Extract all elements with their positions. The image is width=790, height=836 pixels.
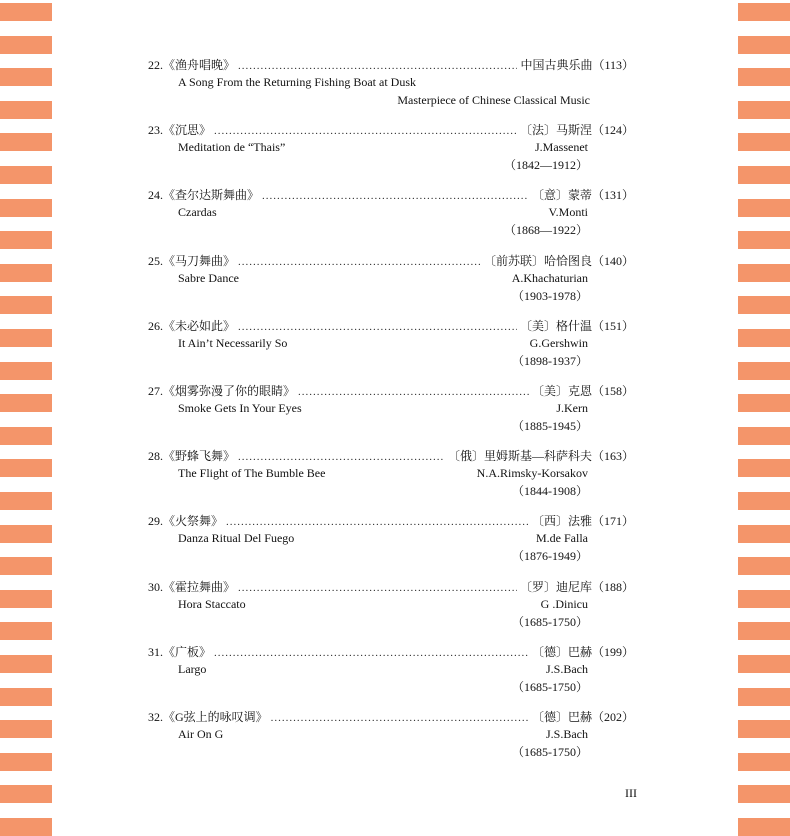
entry-years: （1685-1750） — [512, 744, 588, 759]
toc-entry[interactable] — [148, 182, 634, 247]
entry-number: 22. — [148, 58, 163, 72]
stripe — [738, 720, 790, 738]
entry-title-cn: 《火祭舞》 — [163, 514, 224, 529]
entry-heading-line — [148, 578, 634, 596]
entry-title-cn: 《广板》 — [163, 644, 212, 659]
entry-title-en: The Flight of The Bumble Bee — [178, 466, 326, 481]
toc-entry[interactable] — [148, 313, 634, 378]
stripe — [0, 231, 52, 249]
stripe — [738, 166, 790, 184]
entry-years-line — [148, 221, 634, 239]
entry-years: （1685-1750） — [512, 679, 588, 694]
stripe — [738, 655, 790, 673]
entry-en-line — [148, 464, 634, 482]
stripe — [0, 3, 52, 21]
stripe — [738, 68, 790, 86]
entry-composer-en: G.Gershwin — [529, 335, 588, 350]
stripe — [738, 264, 790, 282]
entry-composer-en: A.Khachaturian — [511, 270, 588, 285]
toc-entry[interactable] — [148, 508, 634, 573]
entry-years: （1898-1937） — [512, 353, 588, 368]
entry-years: （1903-1978） — [512, 288, 588, 303]
toc-entry[interactable] — [148, 378, 634, 443]
stripe — [0, 101, 52, 119]
stripe — [0, 133, 52, 151]
stripe — [738, 557, 790, 575]
entry-heading-line — [148, 317, 634, 335]
entry-title-cn: 《渔舟唱晚》 — [163, 58, 236, 72]
entry-years-line — [148, 417, 634, 435]
entry-composer-page: 〔美〕格什温（151） — [519, 318, 634, 333]
entry-composer-page: 〔罗〕迪尼库（188） — [519, 579, 634, 594]
entry-en-line — [148, 660, 634, 678]
stripe — [738, 622, 790, 640]
entry-title-cn: 《霍拉舞曲》 — [163, 579, 236, 594]
entry-title-cn: 《马刀舞曲》 — [163, 253, 236, 268]
toc-entry[interactable] — [148, 117, 634, 182]
entry-years-line — [148, 482, 634, 500]
entry-composer-page: 〔美〕克恩（158） — [531, 383, 634, 398]
entry-heading-line — [148, 186, 634, 204]
stripe — [738, 459, 790, 477]
entry-heading-line — [148, 56, 634, 74]
stripe — [0, 688, 52, 706]
entry-composer-page: 〔德〕巴赫（202） — [531, 709, 634, 724]
entry-heading-line — [148, 252, 634, 270]
entry-number: 26. — [148, 318, 163, 333]
stripe — [0, 394, 52, 412]
entry-en-line — [148, 73, 634, 91]
stripe — [738, 101, 790, 119]
toc-entry[interactable] — [148, 248, 634, 313]
entry-en-line — [148, 334, 634, 352]
entry-en-line — [148, 595, 634, 613]
entry-years-line — [148, 678, 634, 696]
stripe — [738, 394, 790, 412]
entry-number: 30. — [148, 579, 163, 594]
toc-entry[interactable] — [148, 52, 634, 117]
stripe — [738, 688, 790, 706]
page-number: III — [625, 786, 637, 800]
entry-years-line — [148, 156, 634, 174]
entry-composer-en: M.de Falla — [536, 531, 588, 546]
entry-en-line — [148, 138, 634, 156]
entry-years: （1842—1912） — [503, 158, 588, 173]
stripe — [738, 36, 790, 54]
stripe — [738, 362, 790, 380]
entry-heading-line — [148, 447, 634, 465]
entry-years: （1885-1945） — [512, 418, 588, 433]
stripe — [738, 590, 790, 608]
stripe — [0, 622, 52, 640]
entry-number: 23. — [148, 123, 163, 138]
stripe — [738, 753, 790, 771]
entry-number: 24. — [148, 188, 163, 203]
entry-composer-page: 〔西〕法雅（171） — [531, 514, 634, 529]
toc-entry[interactable] — [148, 639, 634, 704]
entry-subtitle-en: Masterpiece of Chinese Classical Music — [397, 93, 590, 107]
entry-heading-line — [148, 382, 634, 400]
entry-heading-line — [148, 121, 634, 139]
entry-years: （1868—1922） — [503, 223, 588, 238]
entry-subtitle-line — [148, 91, 634, 109]
entry-title-cn: 《烟雾弥漫了你的眼睛》 — [163, 383, 296, 398]
stripe — [0, 590, 52, 608]
stripe — [0, 818, 52, 836]
entry-composer-page: 〔意〕蒙蒂（131） — [531, 188, 634, 203]
stripe — [0, 785, 52, 803]
entry-composer-en: J.S.Bach — [546, 661, 588, 676]
entry-title-en: Hora Staccato — [178, 596, 246, 611]
table-of-contents — [148, 52, 634, 769]
stripe — [738, 818, 790, 836]
entry-title-en: Danza Ritual Del Fuego — [178, 531, 295, 546]
entry-title-en: Largo — [178, 661, 207, 676]
entry-heading-line — [148, 512, 634, 530]
entry-composer-page: 〔俄〕里姆斯基—科萨科夫（163） — [447, 449, 634, 464]
stripe — [738, 785, 790, 803]
stripe — [0, 36, 52, 54]
stripe — [0, 492, 52, 510]
entry-composer-page: 〔德〕巴赫（199） — [531, 644, 634, 659]
entry-title-en: It Ain’t Necessarily So — [178, 335, 288, 350]
stripe — [0, 753, 52, 771]
entry-title-cn: 《未必如此》 — [163, 318, 236, 333]
entry-composer-page: 〔前苏联〕哈恰图良（140） — [483, 253, 634, 268]
entry-composer-page: 〔法〕马斯涅（124） — [519, 123, 634, 138]
stripe — [738, 133, 790, 151]
entry-heading-line — [148, 708, 634, 726]
stripe — [0, 427, 52, 445]
entry-years: （1844-1908） — [512, 484, 588, 499]
stripe — [0, 199, 52, 217]
entry-title-cn: 《野蜂飞舞》 — [163, 449, 236, 464]
entry-number: 25. — [148, 253, 163, 268]
entry-title-en: Czardas — [178, 205, 217, 220]
stripe — [0, 329, 52, 347]
entry-title-en: Air On G — [178, 726, 224, 741]
toc-entry[interactable] — [148, 574, 634, 639]
stripe — [738, 492, 790, 510]
entry-en-line — [148, 529, 634, 547]
entry-years-line — [148, 352, 634, 370]
stripe — [0, 264, 52, 282]
entry-en-line — [148, 725, 634, 743]
entry-en-line — [148, 269, 634, 287]
entry-years-line — [148, 287, 634, 305]
entry-title-cn: 《查尔达斯舞曲》 — [163, 188, 260, 203]
entry-title-en: A Song From the Returning Fishing Boat at Dusk — [178, 75, 417, 89]
stripe — [738, 3, 790, 21]
stripe — [0, 525, 52, 543]
stripe — [738, 296, 790, 314]
stripe — [0, 362, 52, 380]
entry-title-cn: 《G弦上的咏叹调》 — [163, 709, 268, 724]
stripe — [0, 655, 52, 673]
entry-title-en: Sabre Dance — [178, 270, 239, 285]
entry-years-line — [148, 613, 634, 631]
entry-number: 27. — [148, 383, 163, 398]
stripe — [0, 557, 52, 575]
entry-years-line — [148, 547, 634, 565]
entry-title-cn: 《沉思》 — [163, 123, 212, 138]
toc-entry[interactable] — [148, 443, 634, 508]
entry-en-line — [148, 203, 634, 221]
toc-entry[interactable] — [148, 704, 634, 769]
stripe — [0, 459, 52, 477]
entry-composer-en: J.Massenet — [535, 140, 588, 155]
entry-composer-en: G .Dinicu — [540, 596, 588, 611]
stripe — [738, 199, 790, 217]
stripe — [738, 427, 790, 445]
entry-number: 31. — [148, 644, 163, 659]
stripe — [0, 68, 52, 86]
entry-years-line — [148, 743, 634, 761]
stripe — [0, 166, 52, 184]
entry-title-en: Meditation de “Thais” — [178, 140, 286, 155]
stripe — [738, 525, 790, 543]
entry-composer-en: V.Monti — [548, 205, 588, 220]
entry-years: （1876-1949） — [512, 549, 588, 564]
stripe — [0, 720, 52, 738]
entry-number: 29. — [148, 514, 163, 529]
entry-en-line — [148, 399, 634, 417]
left-stripe-border — [0, 0, 52, 816]
entry-title-en: Smoke Gets In Your Eyes — [178, 400, 302, 415]
right-stripe-border — [738, 0, 790, 816]
entry-heading-line — [148, 643, 634, 661]
stripe — [738, 329, 790, 347]
entry-composer-en: N.A.Rimsky-Korsakov — [476, 466, 588, 481]
entry-number: 28. — [148, 449, 163, 464]
stripe — [738, 231, 790, 249]
entry-number: 32. — [148, 709, 163, 724]
stripe — [0, 296, 52, 314]
entry-composer-en: J.Kern — [556, 400, 588, 415]
entry-composer-en: J.S.Bach — [546, 726, 588, 741]
entry-composer-page: 中国古典乐曲（113） — [520, 58, 634, 72]
entry-years: （1685-1750） — [512, 614, 588, 629]
